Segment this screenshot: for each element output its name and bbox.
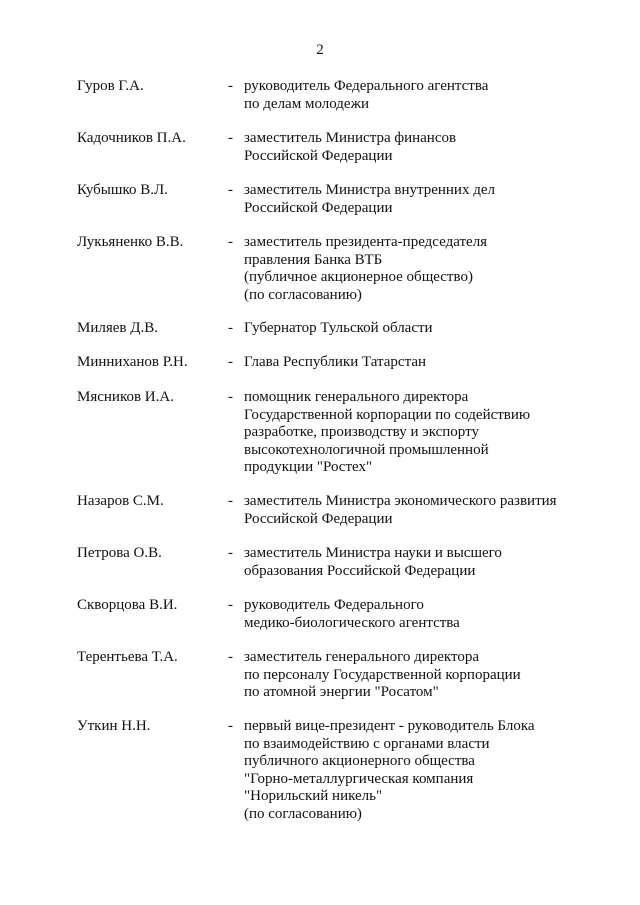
position-line: по делам молодежи [244,95,369,112]
position-title [244,493,604,528]
position-line: медико-биологического агентства [244,614,460,631]
position-line: по персоналу Государственной корпорации [244,666,521,683]
person-name: Петрова О.В. [77,545,162,561]
position-line: разработке, производству и экспорту [244,424,479,440]
position-line: по взаимодействию с органами власти [244,735,490,752]
position-line: Государственной корпорации по содействию [244,406,531,423]
position-line: руководитель Федерального агентства [244,78,489,94]
position-line: заместитель генерального директора [244,649,480,665]
position-title [244,78,604,113]
person-name: Уткин Н.Н. [77,718,151,734]
separator-dash: - [228,649,233,665]
position-line: (по согласованию) [244,286,362,303]
position-line: "Норильский никель" [244,788,383,804]
person-name: Назаров С.М. [77,493,164,509]
position-line: заместитель Министра экономического развития [244,493,557,509]
position-title [244,320,604,338]
position-line: "Горно-металлургическая компания [244,770,474,787]
person-name: Кадочников П.А. [77,130,186,146]
position-line: правления Банка ВТБ [244,251,383,268]
separator-dash: - [228,130,233,146]
separator-dash: - [228,545,233,561]
position-title [244,234,604,304]
person-name: Терентьева Т.А. [77,649,178,665]
separator-dash: - [228,234,233,250]
position-line: помощник генерального директора [244,389,469,405]
position-line: Российской Федерации [244,147,393,164]
position-title [244,389,604,477]
position-title [244,718,604,823]
person-name: Мясников И.А. [77,389,174,405]
position-line: высокотехнологичной промышленной [244,441,489,458]
separator-dash: - [228,389,233,405]
person-name: Миляев Д.В. [77,320,158,336]
separator-dash: - [228,493,233,509]
position-line: руководитель Федерального [244,597,424,613]
position-line: (по согласованию) [244,805,362,822]
position-line: заместитель Министра науки и высшего [244,545,502,561]
position-line: заместитель Министра внутренних дел [244,182,495,198]
position-line: первый вице-президент - руководитель Блока [244,718,535,734]
position-line: продукции "Ростех" [244,459,373,475]
position-line: (публичное акционерное общество) [244,269,473,285]
position-title [244,649,604,702]
position-line: образования Российской Федерации [244,562,476,579]
separator-dash: - [228,597,233,613]
position-title [244,182,604,217]
position-line: Российской Федерации [244,199,393,216]
position-line: Глава Республики Татарстан [244,354,427,370]
position-line: заместитель президента-председателя [244,234,488,250]
position-title [244,354,604,372]
position-title [244,130,604,165]
position-line: Российской Федерации [244,510,393,527]
position-title [244,545,604,580]
position-line: публичного акционерного общества [244,753,475,769]
position-title [244,597,604,632]
person-name: Минниханов Р.Н. [77,354,188,370]
person-name: Лукьяненко В.В. [77,234,184,250]
separator-dash: - [228,354,233,370]
person-name: Кубышко В.Л. [77,182,168,198]
separator-dash: - [228,718,233,734]
position-line: Губернатор Тульской области [244,320,433,336]
position-line: по атомной энергии "Росатом" [244,684,439,700]
position-line: заместитель Министра финансов [244,130,457,146]
page-number: 2 [316,42,324,58]
separator-dash: - [228,320,233,336]
person-name: Скворцова В.И. [77,597,178,613]
person-name: Гуров Г.А. [77,78,144,94]
separator-dash: - [228,78,233,94]
separator-dash: - [228,182,233,198]
